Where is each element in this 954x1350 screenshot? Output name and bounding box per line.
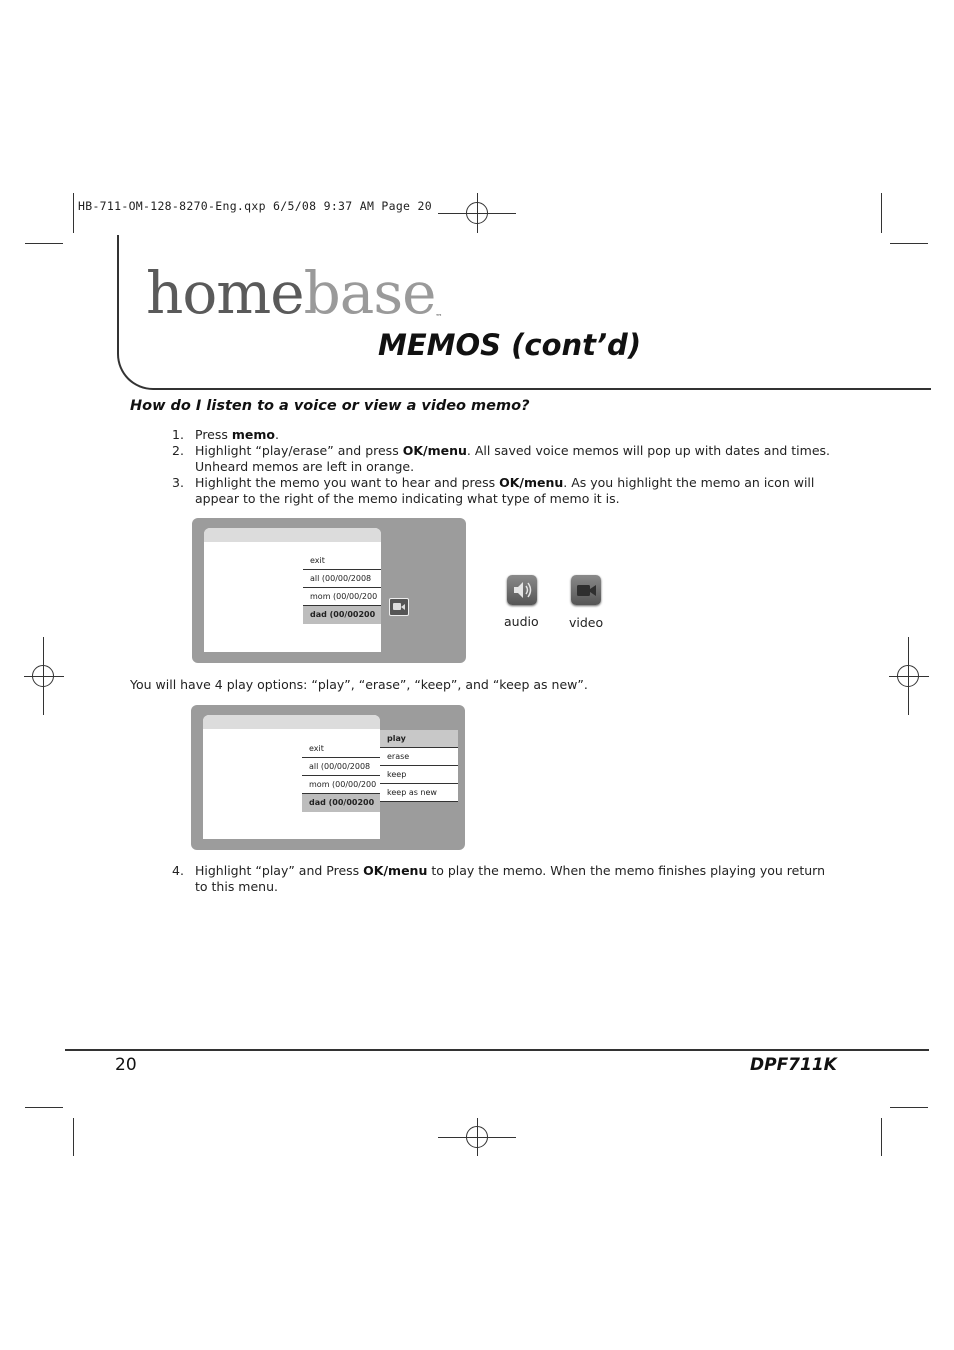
option-keep-as-new[interactable]: keep as new	[380, 784, 458, 802]
memo-list-panel	[204, 528, 381, 652]
crop-mark	[73, 193, 74, 233]
menu-item-exit[interactable]: exit	[302, 740, 380, 758]
panel-header	[203, 715, 380, 729]
play-options-screen	[191, 705, 465, 850]
option-keep[interactable]: keep	[380, 766, 458, 784]
registration-mark	[466, 1126, 488, 1148]
menu-item-all[interactable]: all (00/00/2008	[302, 758, 380, 776]
video-label: video	[569, 615, 604, 630]
audio-label: audio	[504, 614, 539, 629]
crop-mark	[881, 1118, 882, 1156]
page-number: 20	[115, 1055, 137, 1075]
crop-mark	[73, 1118, 74, 1156]
page-title: MEMOS (cont’d)	[378, 328, 642, 362]
menu-item-dad[interactable]: dad (00/00200	[303, 606, 381, 624]
audio-icon	[507, 575, 537, 605]
video-memo-icon	[389, 598, 409, 616]
video-icon	[571, 575, 601, 605]
registration-mark	[466, 202, 488, 224]
play-options-text: You will have 4 play options: “play”, “erase”, “keep”, and “keep as new”.	[130, 677, 588, 692]
menu-item-mom[interactable]: mom (00/00/200	[303, 588, 381, 606]
crop-mark	[25, 243, 63, 244]
homebase-logo: homebase™	[146, 259, 442, 327]
option-erase[interactable]: erase	[380, 748, 458, 766]
memo-list-screen	[192, 518, 466, 663]
panel-header	[204, 528, 381, 542]
option-play[interactable]: play	[380, 730, 458, 748]
crop-mark	[881, 193, 882, 233]
crop-mark	[25, 1107, 63, 1108]
menu-item-mom[interactable]: mom (00/00/200	[302, 776, 380, 794]
footer-rule	[65, 1049, 929, 1051]
section-heading: How do I listen to a voice or view a video memo?	[130, 398, 530, 414]
menu-item-exit[interactable]: exit	[303, 552, 381, 570]
model-number: DPF711K	[750, 1055, 837, 1075]
menu-item-all[interactable]: all (00/00/2008	[303, 570, 381, 588]
menu-item-dad[interactable]: dad (00/00200	[302, 794, 380, 812]
registration-mark	[32, 665, 54, 687]
registration-mark	[897, 665, 919, 687]
crop-mark	[890, 1107, 928, 1108]
print-slug: HB-711-OM-128-8270-Eng.qxp 6/5/08 9:37 AM Page 20	[78, 199, 432, 213]
memo-list-panel	[203, 715, 380, 839]
